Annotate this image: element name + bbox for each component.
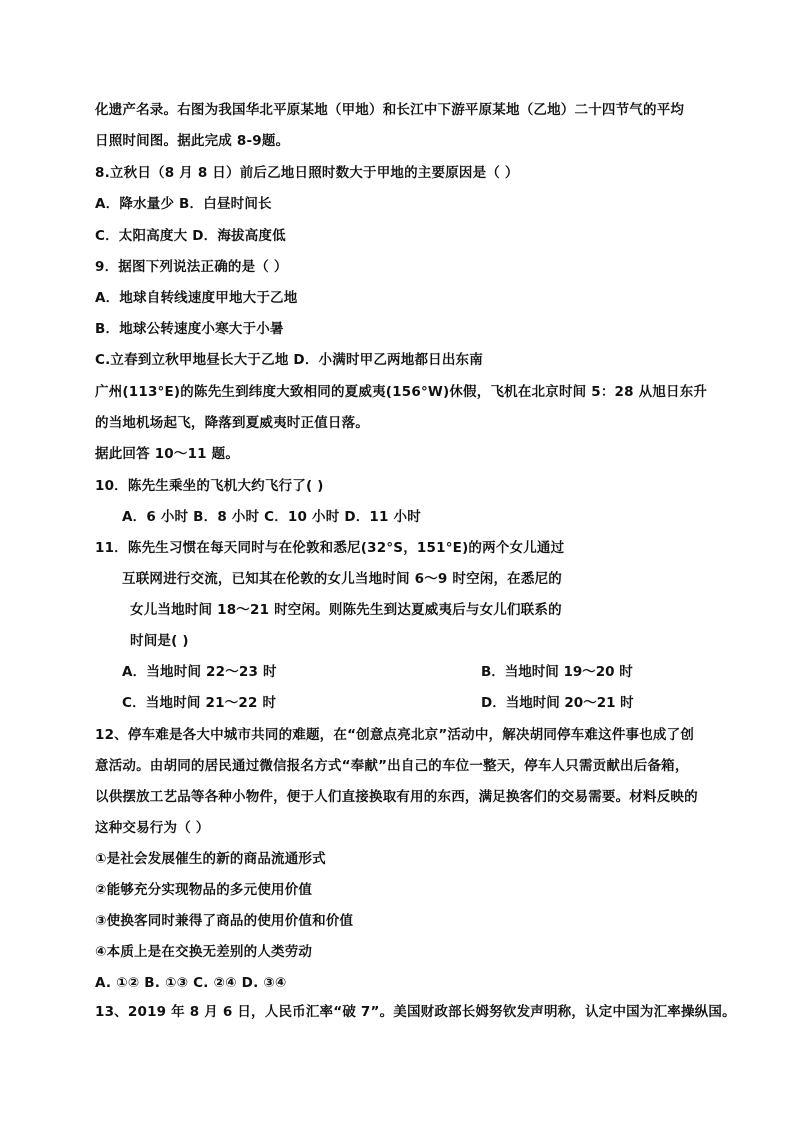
question-12-item-1: ①是社会发展催生的新的商品流通形式 <box>95 851 326 867</box>
question-12-stem-line2: 意活动。由胡同的居民通过微信报名方式“奉献”出自己的车位一整天，停车人只需贡献出后备箱， <box>95 758 689 774</box>
question-12-item-4: ④本质上是在交换无差别的人类劳动 <box>95 944 313 960</box>
question-12-options: A. ①② B. ①③ C. ②④ D. ③④ <box>95 975 287 991</box>
passage-intro-line2: 日照时间图。据此完成 8-9题。 <box>95 133 290 149</box>
question-12-item-2: ②能够充分实现物品的多元使用价值 <box>95 882 313 898</box>
passage-guangzhou-line1: 广州(113°E)的陈先生到纬度大致相同的夏威夷(156°W)休假，飞机在北京时间 5：28 从旭日东升 <box>95 384 708 400</box>
passage-guangzhou-line3: 据此回答 10～11 题。 <box>95 446 240 462</box>
question-9-option-a: A．地球自转线速度甲地大于乙地 <box>95 290 298 306</box>
question-8-stem: 8.立秋日（8 月 8 日）前后乙地日照时数大于甲地的主要原因是（ ） <box>95 165 519 181</box>
passage-intro-line1: 化遗产名录。右图为我国华北平原某地（甲地）和长江中下游平原某地（乙地）二十四节气的平均 <box>95 102 685 118</box>
question-10-stem: 10．陈先生乘坐的飞机大约飞行了( ) <box>95 478 324 494</box>
passage-guangzhou-line2: 的当地机场起飞，降落到夏威夷时正值日落。 <box>95 415 369 431</box>
question-8-options-ab: A．降水量少 B．白昼时间长 <box>95 196 272 212</box>
question-9-option-b: B．地球公转速度小寒大于小暑 <box>95 321 284 337</box>
question-8-options-cd: C．太阳高度大 D．海拔高度低 <box>95 228 286 244</box>
question-11-stem-line3: 女儿当地时间 18～21 时空闲。则陈先生到达夏威夷后与女儿们联系的 <box>130 602 562 618</box>
question-12-stem-line3: 以供摆放工艺品等各种小物件，便于人们直接换取有用的东西，满足换客们的交易需要。材料反映的 <box>95 789 698 805</box>
question-9-stem: 9．据图下列说法正确的是（ ） <box>95 259 288 275</box>
question-11-stem-line1: 11．陈先生习惯在每天同时与在伦敦和悉尼(32°S，151°E)的两个女儿通过 <box>95 540 565 556</box>
question-11-stem-line2: 互联网进行交流，已知其在伦敦的女儿当地时间 6～9 时空闲，在悉尼的 <box>122 571 562 587</box>
question-12-item-3: ③使换客同时兼得了商品的使用价值和价值 <box>95 913 354 929</box>
question-11-option-a: A．当地时间 22～23 时 <box>122 664 277 680</box>
question-11-option-d: D．当地时间 20～21 时 <box>481 695 634 711</box>
question-12-stem-line4: 这种交易行为（ ） <box>95 820 210 836</box>
question-11-option-c: C．当地时间 21～22 时 <box>122 695 277 711</box>
question-13-stem-line1: 13、2019 年 8 月 6 日，人民币汇率“破 7”。美国财政部长姆努钦发声明称，认定中国为汇率操纵国。 <box>95 1004 736 1020</box>
question-11-stem-line4: 时间是( ) <box>130 633 189 649</box>
question-9-options-cd: C.立春到立秋甲地昼长大于乙地 D．小满时甲乙两地都日出东南 <box>95 352 483 368</box>
question-11-option-b: B．当地时间 19～20 时 <box>481 664 633 680</box>
question-12-stem-line1: 12、停车难是各大中城市共同的难题，在“创意点亮北京”活动中，解决胡同停车难这件事也成了创 <box>95 727 695 743</box>
question-10-options: A．6 小时 B．8 小时 C．10 小时 D．11 小时 <box>122 509 421 525</box>
